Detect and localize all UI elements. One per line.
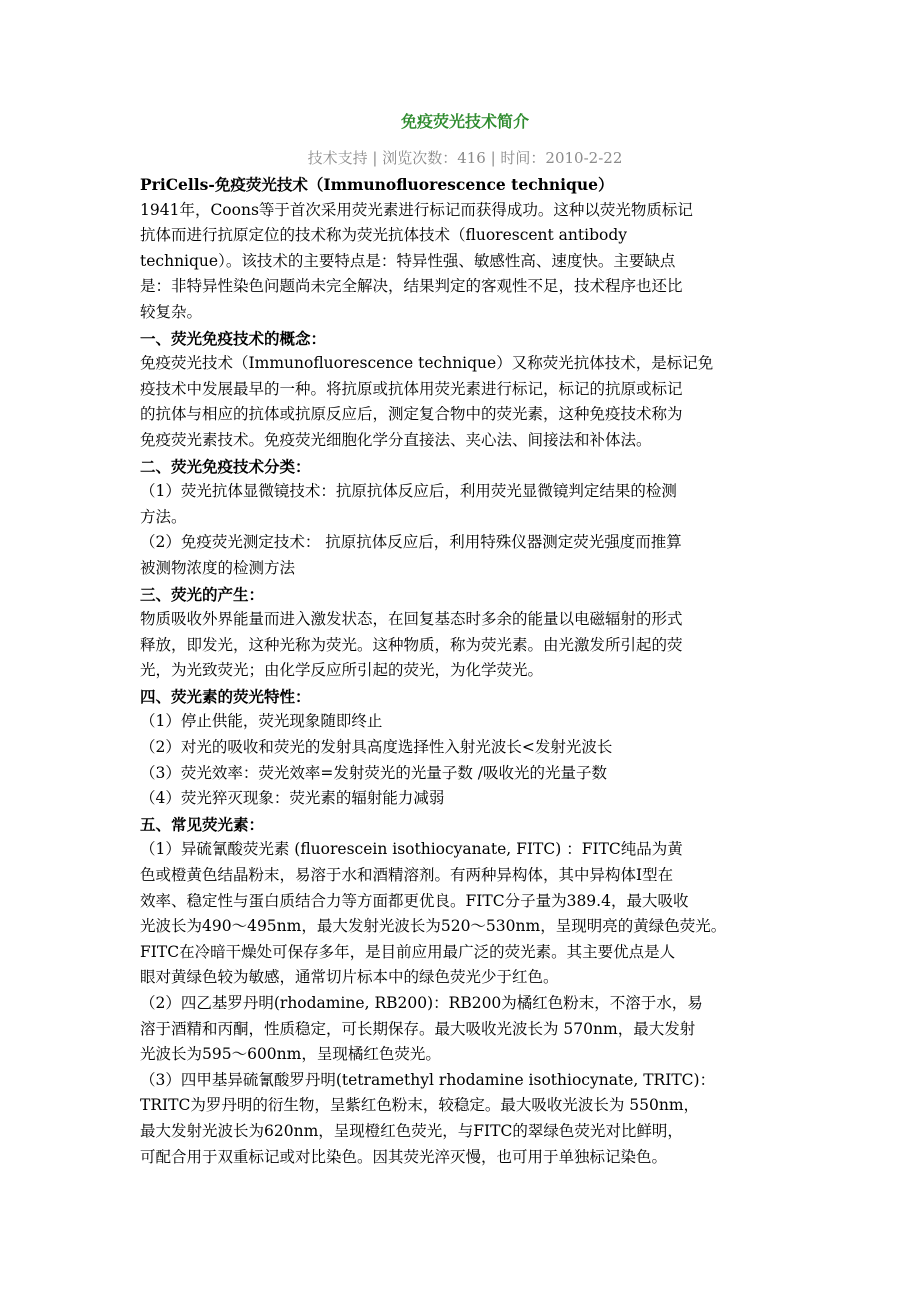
text-line: （1）荧光抗体显微镜技术：抗原抗体反应后，利用荧光显微镜判定结果的检测 [140,482,677,501]
section-heading: 一、荧光免疫技术的概念： [140,328,327,348]
text-line: 方法。 [140,507,187,526]
text-line: 最大发射光波长为620nm，呈现橙红色荧光，与FITC的翠绿色荧光对比鲜明， [140,1121,683,1140]
text-line: 物质吸收外界能量而进入激发状态，在回复基态时多余的能量以电磁辐射的形式 [140,610,683,629]
section-heading: 五、常见荧光素： [140,814,265,834]
text-line: 可配合用于双重标记或对比染色。因其荧光淬灭慢，也可用于单独标记染色。 [140,1147,668,1166]
text-line: 的抗体与相应的抗体或抗原反应后，测定复合物中的荧光素，这种免疫技术称为 [140,405,683,424]
text-line: （1）异硫氰酸荧光素 (fluorescein isothiocyanate, FITC) ：FITC纯品为黄 [140,840,683,859]
text-line: 较复杂。 [140,302,203,321]
document-page [140,110,790,1170]
text-line: 是：非特异性染色问题尚未完全解决，结果判定的客观性不足，技术程序也还比 [140,277,683,296]
text-line: FITC在冷暗干燥处可保存多年，是目前应用最广泛的荧光素。其主要优点是人 [140,942,676,961]
text-line: 免疫荧光技术（Immunofluorescence technique）又称荧光抗体技术，是标记免 [140,354,714,373]
section-heading: PriCells-免疫荧光技术（Immunofluorescence technique） [140,175,614,194]
text-line: 眼对黄绿色较为敏感，通常切片标本中的绿色荧光少于红色。 [140,968,559,987]
text-line: 释放，即发光，这种光称为荧光。这种物质，称为荧光素。由光激发所引起的荧 [140,635,683,654]
article-meta: 技术支持 | 浏览次数：416 | 时间：2010-2-22 [307,149,623,167]
section-heading: 三、荧光的产生： [140,584,265,604]
text-line: 光，为光致荧光；由化学反应所引起的荧光，为化学荧光。 [140,661,544,680]
text-line: （3）四甲基异硫氰酸罗丹明(tetramethyl rhodamine isothiocynate, TRITC)： [140,1070,716,1089]
text-line: technique）。该技术的主要特点是：特异性强、敏感性高、速度快。主要缺点 [140,251,676,270]
section-heading: 四、荧光素的荧光特性： [140,686,311,706]
text-line: （1）停止供能，荧光现象随即终止 [140,712,383,731]
text-line: TRITC为罗丹明的衍生物，呈紫红色粉末，较稳定。最大吸收光波长为 550nm， [140,1096,700,1115]
text-line: （4）荧光猝灭现象：荧光素的辐射能力减弱 [140,789,445,808]
text-line: （2）免疫荧光测定技术： 抗原抗体反应后，利用特殊仪器测定荧光强度而推算 [140,533,682,552]
text-line: 效率、稳定性与蛋白质结合力等方面都更优良。FITC分子量为389.4，最大吸收 [140,891,689,910]
text-line: （3）荧光效率：荧光效率=发射荧光的光量子数 /吸收光的光量子数 [140,763,608,782]
section-heading: 二、荧光免疫技术分类： [140,456,311,476]
article-body [140,172,790,1170]
page-title: 免疫荧光技术简介 [400,112,529,131]
text-line: 疫技术中发展最早的一种。将抗原或抗体用荧光素进行标记，标记的抗原或标记 [140,379,683,398]
text-line: 色或橙黄色结晶粉末，易溶于水和酒精溶剂。有两种异构体，其中异构体Ⅰ型在 [140,866,674,885]
text-line: 抗体而进行抗原定位的技术称为荧光抗体技术（fluorescent antibody [140,226,628,245]
text-line: 光波长为595～600nm，呈现橘红色荧光。 [140,1045,441,1064]
text-line: 1941年，Coons等于首次采用荧光素进行标记而获得成功。这种以荧光物质标记 [140,200,693,219]
text-line: 光波长为490～495nm，最大发射光波长为520～530nm，呈现明亮的黄绿色荧光。 [140,917,727,936]
text-line: 被测物浓度的检测方法 [140,558,296,577]
text-line: （2）对光的吸收和荧光的发射具高度选择性入射光波长<发射光波长 [140,738,613,757]
text-line: （2）四乙基罗丹明(rhodamine, RB200)：RB200为橘红色粉末，不溶于水，易 [140,994,703,1012]
text-line: 免疫荧光素技术。免疫荧光细胞化学分直接法、夹心法、间接法和补体法。 [140,430,652,449]
text-line: 溶于酒精和丙酮，性质稳定，可长期保存。最大吸收光波长为 570nm，最大发射 [140,1019,696,1038]
